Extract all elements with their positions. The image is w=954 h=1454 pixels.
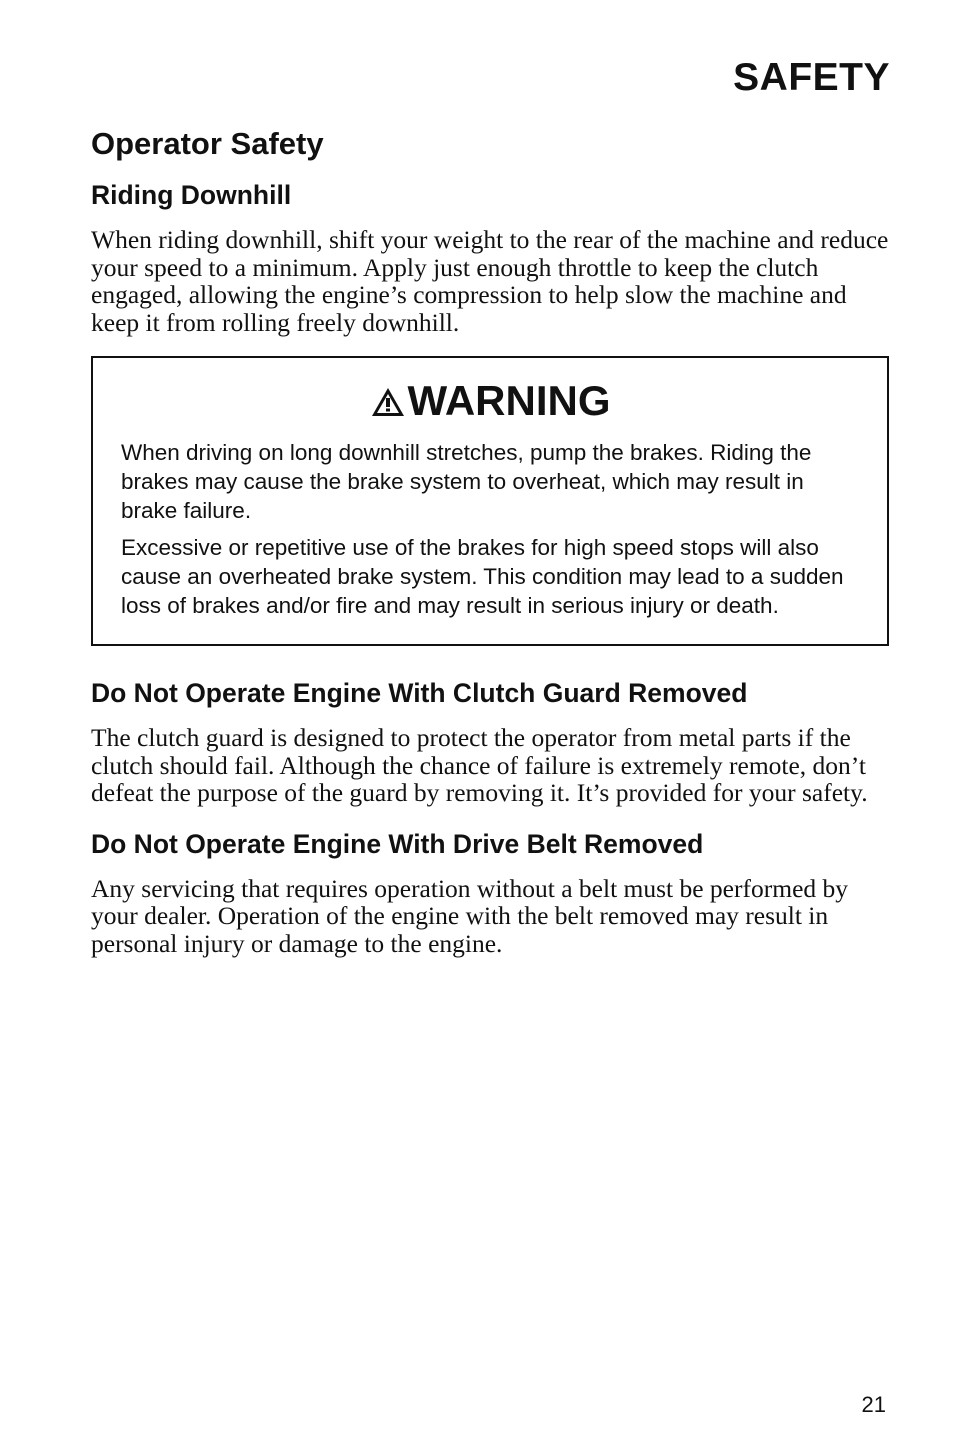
drive-belt-paragraph: Any servicing that requires operation without a belt must be performed by your dealer. Operation of the engine with the belt removed may result in personal injury or damage to the engine. [91,873,849,958]
riding-downhill-paragraph: When riding downhill, shift your weight to the rear of the machine and reduce your speed to a minimum. Apply just enough throttle to keep the clutch engaged, allowing the engine’s compression to help slow the machine and keep it from rolling freely downhill. [91,225,889,337]
warning-label: WARNING [407,377,611,424]
clutch-guard-paragraph: The clutch guard is designed to protect the operator from metal parts if the clutch should fail. Although the chance of failure is extremely remote, don’t defeat the purpose of the guard by removing it. It’s provided for your safety. [91,723,868,807]
warning-paragraph: When driving on long downhill stretches, pump the brakes. Riding the brakes may cause the brake system to overheat, which may result in brake failure. [121,440,812,523]
riding-downhill-heading: Riding Downhill [91,180,292,210]
warning-paragraph: Excessive or repetitive use of the brakes for high speed stops will also cause an overheated brake system. This condition may lead to a sudden loss of brakes and/or fire and may result in serious injury or death. [121,535,844,618]
warning-triangle-icon [370,386,406,418]
page-number: 21 [861,1392,886,1417]
warning-box [91,356,889,646]
clutch-guard-heading: Do Not Operate Engine With Clutch Guard Removed [91,678,748,708]
subsection-title: Operator Safety [91,126,324,161]
warning-header [121,376,859,426]
section-title: SAFETY [733,56,890,99]
drive-belt-heading: Do Not Operate Engine With Drive Belt Removed [91,828,704,859]
page-content [91,124,889,977]
